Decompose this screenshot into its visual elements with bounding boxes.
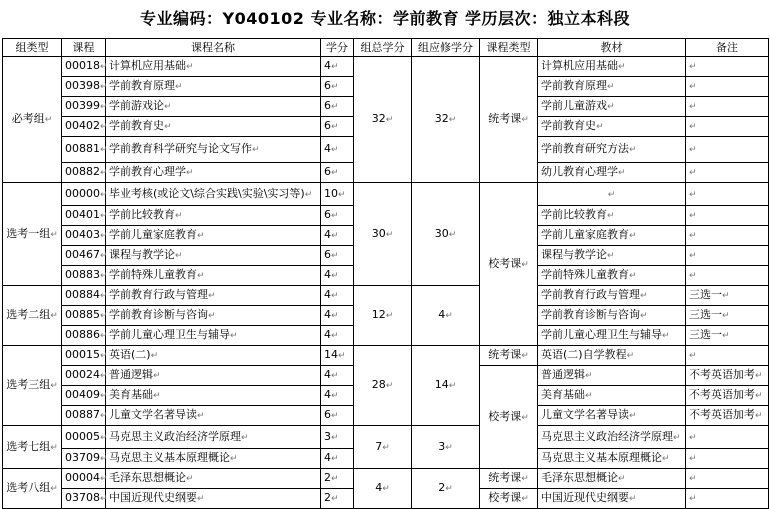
textbook: 中国近现代史纲要↵ [538,489,686,509]
textbook: 儿童文学名著导读↵ [538,406,686,426]
course-name: 普通逻辑↵ [106,366,321,386]
paragraph-mark-icon: ↵ [662,331,670,341]
course-credit: 6↵ [321,406,354,426]
textbook: 幼儿教育心理学↵ [538,163,686,183]
course-credit: 4↵ [321,57,354,77]
note [686,183,769,206]
course-name: 学前教育心理学↵ [106,163,321,183]
textbook: 学前儿童心理卫生与辅导↵ [538,326,686,346]
textbook: 学前教育原理↵ [538,77,686,97]
paragraph-mark-icon: ↵ [521,115,529,125]
paragraph-mark-icon: ↵ [100,62,108,72]
textbook: 学前比较教育↵ [538,206,686,226]
table-row [3,469,769,489]
course-credit: 10↵ [321,183,354,206]
note [686,77,769,97]
course-code: 00401↵ [62,206,106,226]
note [686,97,769,117]
course-name: 计算机应用基础↵ [106,57,321,77]
paragraph-mark-icon: ↵ [100,474,108,484]
paragraph-mark-icon: ↵ [100,168,108,178]
paragraph-mark-icon: ↵ [629,271,637,281]
course-name: 课程与教学论↵ [106,246,321,266]
group-required-credits: 14↵ [412,346,480,426]
course-code: 00881↵ [62,137,106,163]
course-code: 00005↵ [62,426,106,449]
course-name: 中国近现代史纲要↵ [106,489,321,509]
paragraph-mark-icon: ↵ [331,454,339,464]
note [686,426,769,449]
paragraph-mark-icon: ↵ [626,351,635,361]
paragraph-mark-icon: ↵ [100,411,108,421]
paragraph-mark-icon: ↵ [186,474,194,484]
group-required-credits: 2↵ [412,469,480,509]
textbook: 学前特殊儿童教育↵ [538,266,686,286]
textbook: 美育基础↵ [538,386,686,406]
paragraph-mark-icon: ↵ [100,102,108,112]
course-code: 00018↵ [62,57,106,77]
paragraph-mark-icon: ↵ [382,442,390,453]
table-row [3,57,769,77]
group-total-credits: 32↵ [354,57,412,183]
course-name: 马克思主义政治经济学原理↵ [106,426,321,449]
course-code: 00398↵ [62,77,106,97]
paragraph-mark-icon: ↵ [331,331,339,341]
course-credit: 4↵ [321,226,354,246]
paragraph-mark-icon: ↵ [445,311,453,321]
course-name: 学前教育诊断与咨询↵ [106,306,321,326]
paragraph-mark-icon: ↵ [331,82,339,92]
paragraph-mark-icon: ↵ [331,251,339,261]
paragraph-mark-icon: ↵ [640,291,648,301]
paragraph-mark-icon: ↵ [331,62,339,72]
group-required-credits: 3↵ [412,426,480,469]
paragraph-mark-icon: ↵ [448,229,457,240]
paragraph-mark-icon: ↵ [50,484,58,494]
header-course-type: 课程类型 [480,39,538,57]
paragraph-mark-icon: ↵ [230,331,238,341]
paragraph-mark-icon: ↵ [331,371,339,381]
paragraph-mark-icon: ↵ [100,432,108,443]
document-title: 专业编码：Y040102 专业名称：学前教育 学历层次：独立本科段 [139,9,631,28]
paragraph-mark-icon: ↵ [689,102,697,112]
paragraph-mark-icon: ↵ [175,82,183,92]
paragraph-mark-icon: ↵ [521,351,529,361]
paragraph-mark-icon: ↵ [331,231,339,241]
course-credit: 2↵ [321,469,354,489]
paragraph-mark-icon: ↵ [100,271,108,281]
paragraph-mark-icon: ↵ [331,494,339,504]
paragraph-mark-icon: ↵ [100,371,108,381]
paragraph-mark-icon: ↵ [331,168,339,178]
group-name: 选考二组↵ [3,286,62,346]
paragraph-mark-icon: ↵ [331,411,339,421]
paragraph-mark-icon: ↵ [755,411,763,421]
group-name: 必考组↵ [3,57,62,183]
paragraph-mark-icon: ↵ [100,331,108,341]
paragraph-mark-icon: ↵ [689,168,697,178]
note [686,246,769,266]
course-credit: 6↵ [321,117,354,137]
note [686,117,769,137]
course-credit: 4↵ [321,286,354,306]
paragraph-mark-icon: ↵ [385,381,394,391]
paragraph-mark-icon: ↵ [445,484,453,494]
course-type: 统考课↵ [480,346,538,366]
paragraph-mark-icon: ↵ [331,391,339,401]
group-name: 选考一组↵ [3,183,62,286]
paragraph-mark-icon: ↵ [44,115,53,125]
paragraph-mark-icon: ↵ [585,391,593,401]
paragraph-mark-icon: ↵ [521,259,529,270]
course-credit: 6↵ [321,97,354,117]
paragraph-mark-icon: ↵ [100,82,108,92]
course-name: 学前游戏论↵ [106,97,321,117]
header-credit: 学分 [321,39,354,57]
course-code: 00024↵ [62,366,106,386]
paragraph-mark-icon: ↵ [50,229,58,240]
paragraph-mark-icon: ↵ [338,189,346,200]
group-required-credits: 32↵ [412,57,480,183]
course-name: 学前教育史↵ [106,117,321,137]
textbook: 学前教育研究方法↵ [538,137,686,163]
paragraph-mark-icon: ↵ [445,442,453,453]
paragraph-mark-icon: ↵ [585,371,593,381]
paragraph-mark-icon: ↵ [618,168,626,178]
table-row [3,286,769,306]
paragraph-mark-icon: ↵ [331,311,339,321]
paragraph-mark-icon: ↵ [755,371,763,381]
header-course-code: 课程 [62,39,106,57]
course-credit: 6↵ [321,77,354,97]
course-name: 美育基础↵ [106,386,321,406]
curriculum-table [2,38,769,509]
paragraph-mark-icon: ↵ [331,432,339,443]
paragraph-mark-icon: ↵ [607,211,615,221]
paragraph-mark-icon: ↵ [197,411,205,421]
course-code: 00000↵ [62,183,106,206]
paragraph-mark-icon: ↵ [100,494,108,504]
group-required-credits: 30↵ [412,183,480,286]
course-code: 03708↵ [62,489,106,509]
group-total-credits: 28↵ [354,346,412,426]
paragraph-mark-icon: ↵ [629,494,637,504]
paragraph-mark-icon: ↵ [618,474,626,484]
course-name: 学前教育科学研究与论文写作↵ [106,137,321,163]
group-required-credits: 4↵ [412,286,480,346]
paragraph-mark-icon: ↵ [689,211,697,221]
paragraph-mark-icon: ↵ [689,474,697,484]
textbook: 学前儿童家庭教育↵ [538,226,686,246]
paragraph-mark-icon: ↵ [208,311,216,321]
paragraph-mark-icon: ↵ [50,442,58,453]
course-credit: 3↵ [321,426,354,449]
note [686,469,769,489]
paragraph-mark-icon: ↵ [164,102,172,112]
course-code: 00409↵ [62,386,106,406]
paragraph-mark-icon: ↵ [382,484,390,494]
paragraph-mark-icon: ↵ [100,122,108,132]
course-code: 00467↵ [62,246,106,266]
group-total-credits: 4↵ [354,469,412,509]
note [686,266,769,286]
paragraph-mark-icon: ↵ [186,168,194,178]
paragraph-mark-icon: ↵ [689,271,697,281]
paragraph-mark-icon: ↵ [331,211,339,221]
course-credit: 4↵ [321,449,354,469]
paragraph-mark-icon: ↵ [448,115,457,125]
course-code: 00883↵ [62,266,106,286]
paragraph-mark-icon: ↵ [689,189,697,200]
paragraph-mark-icon: ↵ [607,189,616,200]
paragraph-mark-icon: ↵ [100,311,108,321]
paragraph-mark-icon: ↵ [385,229,394,240]
textbook [538,183,686,206]
paragraph-mark-icon: ↵ [640,311,648,321]
paragraph-mark-icon: ↵ [100,454,108,464]
group-total-credits: 12↵ [354,286,412,346]
textbook: 学前教育行政与管理↵ [538,286,686,306]
table-row [3,346,769,366]
textbook: 马克思主义政治经济学原理↵ [538,426,686,449]
course-code: 00004↵ [62,469,106,489]
note: 不考英语加考↵ [686,406,769,426]
course-code: 00403↵ [62,226,106,246]
course-credit: 4↵ [321,306,354,326]
paragraph-mark-icon: ↵ [521,494,529,504]
course-credit: 4↵ [321,386,354,406]
paragraph-mark-icon: ↵ [607,102,615,112]
textbook: 学前儿童游戏↵ [538,97,686,117]
course-code: 00882↵ [62,163,106,183]
course-code: 00015↵ [62,346,106,366]
textbook: 计算机应用基础↵ [538,57,686,77]
note: 三选一↵ [686,286,769,306]
paragraph-mark-icon: ↵ [100,231,108,241]
note [686,346,769,366]
paragraph-mark-icon: ↵ [662,454,670,464]
course-credit: 6↵ [321,246,354,266]
paragraph-mark-icon: ↵ [521,412,529,423]
course-credit: 14↵ [321,346,354,366]
paragraph-mark-icon: ↵ [689,351,697,361]
course-code: 00887↵ [62,406,106,426]
paragraph-mark-icon: ↵ [689,454,697,464]
paragraph-mark-icon: ↵ [241,432,249,443]
course-type: 校考课↵ [480,183,538,346]
note: 三选一↵ [686,306,769,326]
header-textbook: 教材 [538,39,686,57]
paragraph-mark-icon: ↵ [689,231,697,241]
paragraph-mark-icon: ↵ [208,291,216,301]
paragraph-mark-icon: ↵ [331,474,339,484]
paragraph-mark-icon: ↵ [385,115,394,125]
paragraph-mark-icon: ↵ [521,474,529,484]
course-name: 学前比较教育↵ [106,206,321,226]
paragraph-mark-icon: ↵ [689,62,697,72]
paragraph-mark-icon: ↵ [629,145,637,155]
group-total-credits: 30↵ [354,183,412,286]
paragraph-mark-icon: ↵ [150,351,159,361]
paragraph-mark-icon: ↵ [197,231,205,241]
paragraph-mark-icon: ↵ [689,251,697,261]
paragraph-mark-icon: ↵ [100,211,108,221]
course-type: 统考课↵ [480,469,538,489]
textbook: 课程与教学论↵ [538,246,686,266]
paragraph-mark-icon: ↵ [100,391,108,401]
paragraph-mark-icon: ↵ [153,391,161,401]
header-row [3,39,769,57]
textbook: 普通逻辑↵ [538,366,686,386]
note [686,57,769,77]
course-code: 00886↵ [62,326,106,346]
group-total-credits: 7↵ [354,426,412,469]
table-row [3,426,769,449]
paragraph-mark-icon: ↵ [722,291,730,301]
header-course-name: 课程名称 [106,39,321,57]
paragraph-mark-icon: ↵ [164,122,172,132]
note: 不考英语加考↵ [686,386,769,406]
header-group-type: 组类型 [3,39,62,57]
note: 三选一↵ [686,326,769,346]
course-credit: 6↵ [321,206,354,226]
textbook: 英语(二)自学教程↵ [538,346,686,366]
course-name: 儿童文学名著导读↵ [106,406,321,426]
course-code: 03709↵ [62,449,106,469]
note [686,449,769,469]
header-group-total-credits: 组总学分 [354,39,412,57]
course-name: 学前儿童家庭教育↵ [106,226,321,246]
paragraph-mark-icon: ↵ [618,62,626,72]
paragraph-mark-icon: ↵ [331,122,339,132]
course-credit: 4↵ [321,326,354,346]
paragraph-mark-icon: ↵ [331,102,339,112]
note: 不考英语加考↵ [686,366,769,386]
course-name: 学前特殊儿童教育↵ [106,266,321,286]
paragraph-mark-icon: ↵ [338,351,346,361]
note [686,137,769,163]
course-code: 00399↵ [62,97,106,117]
paragraph-mark-icon: ↵ [607,82,615,92]
textbook: 学前教育诊断与咨询↵ [538,306,686,326]
paragraph-mark-icon: ↵ [673,432,681,443]
course-credit: 2↵ [321,489,354,509]
paragraph-mark-icon: ↵ [689,122,697,132]
paragraph-mark-icon: ↵ [100,351,108,361]
textbook: 学前教育史↵ [538,117,686,137]
paragraph-mark-icon: ↵ [722,311,730,321]
paragraph-mark-icon: ↵ [175,211,183,221]
paragraph-mark-icon: ↵ [153,371,161,381]
paragraph-mark-icon: ↵ [689,82,697,92]
note [686,226,769,246]
course-name: 学前儿童心理卫生与辅导↵ [106,326,321,346]
note [686,489,769,509]
paragraph-mark-icon: ↵ [331,271,339,281]
note [686,163,769,183]
paragraph-mark-icon: ↵ [100,145,108,155]
paragraph-mark-icon: ↵ [689,494,697,504]
paragraph-mark-icon: ↵ [304,189,313,200]
course-credit: 6↵ [321,163,354,183]
header-note: 备注 [686,39,769,57]
course-type: 校考课↵ [480,366,538,469]
note [686,206,769,226]
paragraph-mark-icon: ↵ [230,454,238,464]
group-name: 选考三组↵ [3,346,62,426]
course-name: 毛泽东思想概论↵ [106,469,321,489]
course-name: 学前教育行政与管理↵ [106,286,321,306]
header-group-required-credits: 组应修学分 [412,39,480,57]
course-name: 毕业考核(或论文\综合实践\实验\实习等)↵ [106,183,321,206]
paragraph-mark-icon: ↵ [689,432,697,443]
course-name: 学前教育原理↵ [106,77,321,97]
paragraph-mark-icon: ↵ [385,311,394,321]
paragraph-mark-icon: ↵ [331,291,339,301]
paragraph-mark-icon: ↵ [252,145,260,155]
paragraph-mark-icon: ↵ [722,331,730,341]
paragraph-mark-icon: ↵ [331,145,339,155]
textbook: 马克思主义基本原理概论↵ [538,449,686,469]
paragraph-mark-icon: ↵ [197,494,205,504]
paragraph-mark-icon: ↵ [100,291,108,301]
group-name: 选考八组↵ [3,469,62,509]
course-code: 00884↵ [62,286,106,306]
paragraph-mark-icon: ↵ [448,381,457,391]
course-credit: 4↵ [321,366,354,386]
course-type: 校考课↵ [480,489,538,509]
paragraph-mark-icon: ↵ [607,251,615,261]
paragraph-mark-icon: ↵ [175,251,183,261]
course-code: 00885↵ [62,306,106,326]
course-credit: 4↵ [321,137,354,163]
paragraph-mark-icon: ↵ [596,122,604,132]
paragraph-mark-icon: ↵ [629,231,637,241]
paragraph-mark-icon: ↵ [186,62,194,72]
paragraph-mark-icon: ↵ [629,411,637,421]
course-name: 英语(二)↵ [106,346,321,366]
course-type: 统考课↵ [480,57,538,183]
paragraph-mark-icon: ↵ [100,251,108,261]
paragraph-mark-icon: ↵ [50,381,58,391]
paragraph-mark-icon: ↵ [755,391,763,401]
table-row [3,183,769,206]
paragraph-mark-icon: ↵ [50,311,58,321]
textbook: 毛泽东思想概论↵ [538,469,686,489]
paragraph-mark-icon: ↵ [100,189,108,200]
paragraph-mark-icon: ↵ [689,145,697,155]
paragraph-mark-icon: ↵ [197,271,205,281]
course-credit: 4↵ [321,266,354,286]
course-code: 00402↵ [62,117,106,137]
group-name: 选考七组↵ [3,426,62,469]
course-name: 马克思主义基本原理概论↵ [106,449,321,469]
